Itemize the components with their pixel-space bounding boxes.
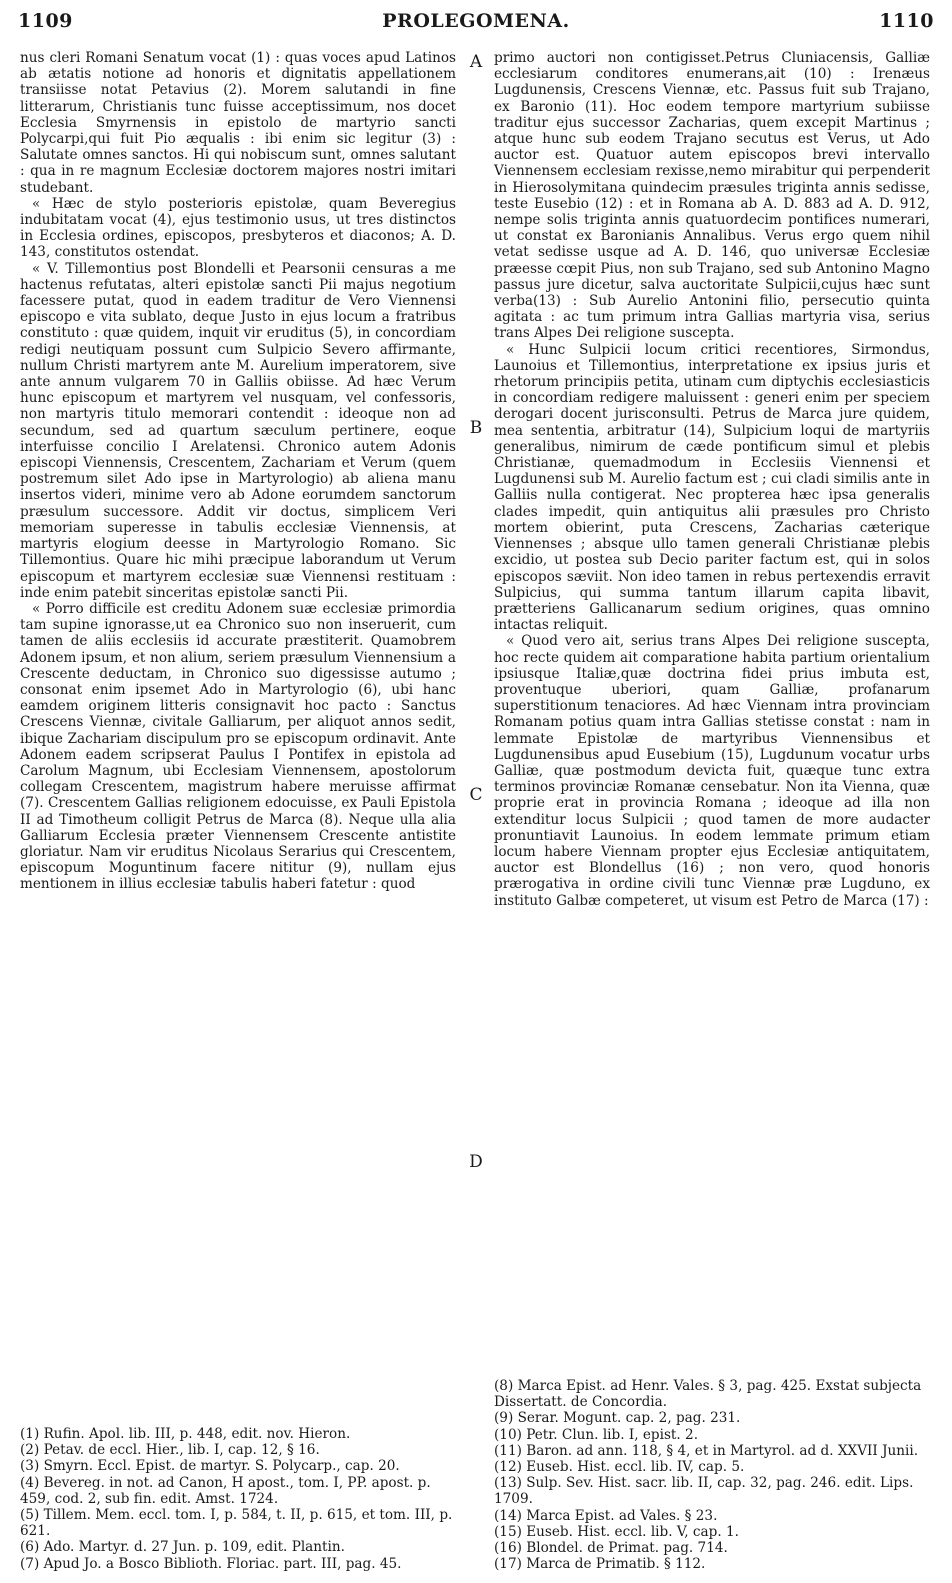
footnote: (16) Blondel. de Primat. pag. 714. bbox=[494, 1540, 728, 1557]
footnote: (6) Ado. Martyr. d. 27 Jun. p. 109, edit. Plantin. bbox=[20, 1539, 345, 1556]
footnote: (8) Marca Epist. ad Henr. Vales. § 3, pag. 425. Exstat subjecta Dissertatt. de Concordia. bbox=[494, 1378, 922, 1411]
page-number-right: 1110 bbox=[879, 10, 934, 32]
footnote: (2) Petav. de eccl. Hier., lib. I, cap. 12, § 16. bbox=[20, 1442, 320, 1459]
footnote: (3) Smyrn. Eccl. Epist. de martyr. S. Polycarp., cap. 20. bbox=[20, 1458, 400, 1475]
column-marker: A bbox=[469, 52, 483, 72]
footnote: (11) Baron. ad ann. 118, § 4, et in Martyrol. ad d. XXVII Junii. bbox=[494, 1442, 919, 1459]
left-text-column bbox=[20, 50, 456, 893]
footnote: (5) Tillem. Mem. eccl. tom. I, p. 584, t. II, p. 615, et tom. III, p. 621. bbox=[20, 1507, 453, 1540]
paragraph: « Hæc de stylo posterioris epistolæ, quam Beveregius indubitatam vocat (4), ejus testimonio usus, ut tres distinctos in Ecclesia ordines, episcopos, presbyteros et diaconos; A. D. 143, constitutos ostendat. bbox=[20, 195, 456, 261]
paragraph: « Quod vero ait, serius trans Alpes Dei religione suscepta, hoc recte quidem ait comparatione habita partium orientalium ipsiusque Italiæ,quæ doctrina fidei prius imbuta est, proventuque uberiori, quam Galliæ, profanarum superstitionum tenaciores. Ad hæc Viennam intra provinciam Romanam potius quam intra Gallias stetisse constat : nam in lemmate Epistolæ de martyribus Viennensibus et Lugdunensibus apud Eusebium (15), Lugdunum vocatur urbs Galliæ, quæ postmodum devicta fuit, quæque tunc extra terminos provinciæ Romanæ censebatur. Non ita Vienna, quæ proprie erat in provincia Romana ; ideoque ad illa non extenditur locus Sulpicii ; quod tamen de more audacter pronuntiavit Launoius. In eodem lemmate primum etiam locum habere Viennam propter ejus Ecclesiæ antiquitatem, auctor est Blondellus (16) ; non vero, quod honoris prærogativa in ordine civili tunc Viennæ præ Lugduno, ex instituto Galbæ competeret, ut visum est Petro de Marca (17) : bbox=[494, 633, 930, 909]
footnote: (9) Serar. Mogunt. cap. 2, pag. 231. bbox=[494, 1410, 741, 1427]
footnote: (4) Bevereg. in not. ad Canon, H apost., tom. I, PP. apost. p. 459, cod. 2, sub fin. edit. Amst. 1724. bbox=[20, 1474, 431, 1507]
footnote: (12) Euseb. Hist. eccl. lib. IV, cap. 5. bbox=[494, 1459, 745, 1476]
footnote: (17) Marca de Primatib. § 112. bbox=[494, 1556, 706, 1573]
footnotes-left bbox=[20, 1426, 460, 1572]
footnotes-right bbox=[494, 1378, 934, 1572]
right-text-column bbox=[494, 50, 930, 909]
footnote: (14) Marca Epist. ad Vales. § 23. bbox=[494, 1507, 718, 1524]
footnote: (10) Petr. Clun. lib. I, epist. 2. bbox=[494, 1426, 699, 1443]
paragraph: « V. Tillemontius post Blondelli et Pearsonii censuras a me hactenus refutatas, alteri epistolæ sancti Pii majus negotium facessere putat, quod in eadem traditur de Vero Viennensi episcopo e vita sublato, deque Justo in ejus locum a fratribus constituto : quæ quidem, inquit vir eruditus (5), in concordiam redigi neutiquam possunt cum Sulpicio Severo affirmante, nullum Christi martyrem ante M. Aurelium imperatorem, sive ante annum vulgarem 70 in Galliis obiisse. Ad hæc Verum hunc episcopum et martyrem vel nusquam, vel confessoris, non martyris titulo memorari contendit : ideoque non ad secundum, sed ad quartum sæculum pertinere, eoque interfuisse concilio I Arelatensi. Chronico autem Adonis episcopi Viennensis, Crescentem, Zachariam et Verum (quem postremum silet Ado ipse in Martyrologio) ab aliena manu insertos videri, minime vero ab Adone eorumdem sanctorum præsulum successore. Addit vir doctus, simplicem Veri memoriam superesse in tabulis ecclesiæ Viennensis, at martyris elogium deesse in Martyrologio Romano. Sic Tillemontius. Quare hic mihi præcipue laborandum ut Verum episcopum et martyrem ecclesiæ suæ Viennensi restituam : inde enim patebit sinceritas epistolæ sancti Pii. bbox=[20, 260, 456, 601]
running-header bbox=[18, 10, 934, 36]
paragraph: nus cleri Romani Senatum vocat (1) : quas voces apud Latinos ab ætatis notione ad honoris et dignitatis appellationem transiisse notat Petavius (2). Morem salutandi in fine litterarum, Christianis tunc fuisse acceptissimum, nos docet Ecclesia Smyrnensis in epistolo de martyrio sancti Polycarpi,qui fuit Pio æqualis : ibi enim sic legitur (3) : Salutate omnes sanctos. Hi qui nobiscum sunt, omnes salutant : qua in re magnum Ecclesiæ doctorem majores nostri imitari studebant. bbox=[20, 50, 456, 196]
paragraph: « Hunc Sulpicii locum critici recentiores, Sirmondus, Launoius et Tillemontius, interpretatione ex ipsius juris et rhetorum principiis petita, utinam cum diptychis ecclesiasticis in concordiam redigere maluissent : generi enim per speciem derogari docent jurisconsulti. Petrus de Marca jure quidem, mea sententia, arbitratur (14), Sulpicium loqui de martyriis generalibus, nimirum de cæde pontificum simul et plebis Christianæ, quemadmodum in Ecclesiis Viennensi et Lugdunensi sub M. Aurelio factum est ; cui cladi similis ante in Galliis nulla contigerat. Nec propterea hæc ipsa generalis clades impedit, quin antiquitus alii præsules pro Christo mortem obierint, puta Crescens, Zacharias cæterique Viennenses ; absque ullo tamen generali Christianæ plebis excidio, ut postea sub Decio pariter factum est, qui in solos episcopos sæviit. Non ideo tamen in rebus pertexendis erravit Sulpicius, qui summa tantum illarum capita libavit, prætteriens Gallicanarum sedium origines, quas omnino intactas reliquit. bbox=[494, 341, 930, 634]
page-title: PROLEGOMENA. bbox=[382, 10, 570, 32]
page-number-left: 1109 bbox=[18, 10, 73, 32]
paragraph: primo auctori non contigisset.Petrus Cluniacensis, Galliæ ecclesiarum conditores enumerans,ait (10) : Irenæus Lugdunensis, Crescens Viennæ, etc. Passus fuit sub Trajano, ex Baronio (11). Hoc eodem tempore martyrium subiisse traditur ejus successor Zacharias, quem excepit Martinus ; atque hunc sub eodem Trajano secutus est Verus, ut Ado auctor est. Quatuor autem episcopos brevi intervallo Viennensem ecclesiam rexisse,nemo mirabitur qui perpenderit in Hierosolymitana quindecim præsules triginta annis sedisse, teste Eusebio (12) : et in Romana ab A. D. 883 ad A. D. 912, nempe solis triginta annis quatuordecim pontifices numerari, ut constat ex Baronianis Annalibus. Verus ergo quem nihil vetat sedisse usque ad A. D. 146, quo universæ Ecclesiæ præesse cœpit Pius, non sub Trajano, sed sub Antonino Magno passus jure dicetur, salva auctoritate Sulpicii,cujus hæc sunt verba(13) : Sub Aurelio Antonini filio, persecutio quinta agitata : ac tum primum intra Gallias martyria visa, serius trans Alpes Dei religione suscepta. bbox=[494, 50, 930, 342]
column-marker: D bbox=[469, 1152, 483, 1172]
column-marker: B bbox=[469, 418, 483, 438]
footnote: (13) Sulp. Sev. Hist. sacr. lib. II, cap. 32, pag. 246. edit. Lips. 1709. bbox=[494, 1475, 914, 1508]
footnote: (15) Euseb. Hist. eccl. lib. V, cap. 1. bbox=[494, 1523, 739, 1540]
column-marker: C bbox=[469, 785, 483, 805]
footnote: (7) Apud Jo. a Bosco Biblioth. Floriac. part. III, pag. 45. bbox=[20, 1555, 402, 1572]
paragraph: « Porro difficile est creditu Adonem suæ ecclesiæ primordia tam supine ignorasse,ut ea Chronico suo non inseruerit, cum tamen de aliis ecclesiis id accurate præstiterit. Quamobrem Adonem ipsum, et non alium, seriem præsulum Viennensium a Crescente deductam, in Chronico suo digessisse autumo ; consonat enim ipsemet Ado in Martyrologio (6), ubi hanc eamdem originem litteris consignavit hoc pacto : Sanctus Crescens Viennæ, civitale Galliarum, per aliquot annos sedit, ibique Zachariam discipulum pro se episcopum ordinavit. Ante Adonem eadem scripserat Paulus I Pontifex in epistola ad Carolum Magnum, ubi Ecclesiam Viennensem, apostolorum collegam Crescentem, magistrum habere meruisse affirmat (7). Crescentem Gallias religionem edocuisse, ex Pauli Epistola II ad Timotheum colligit Petrus de Marca (8). Neque ulla alia Galliarum Ecclesia præter Viennensem Crescente antistite gloriatur. Nam vir eruditus Nicolaus Serarius qui Crescentem, episcopum Moguntinum facere nititur (9), nullam ejus mentionem in illius ecclesiæ tabulis haberi fatetur : quod bbox=[20, 600, 456, 893]
footnote: (1) Rufin. Apol. lib. III, p. 448, edit. nov. Hieron. bbox=[20, 1426, 351, 1442]
